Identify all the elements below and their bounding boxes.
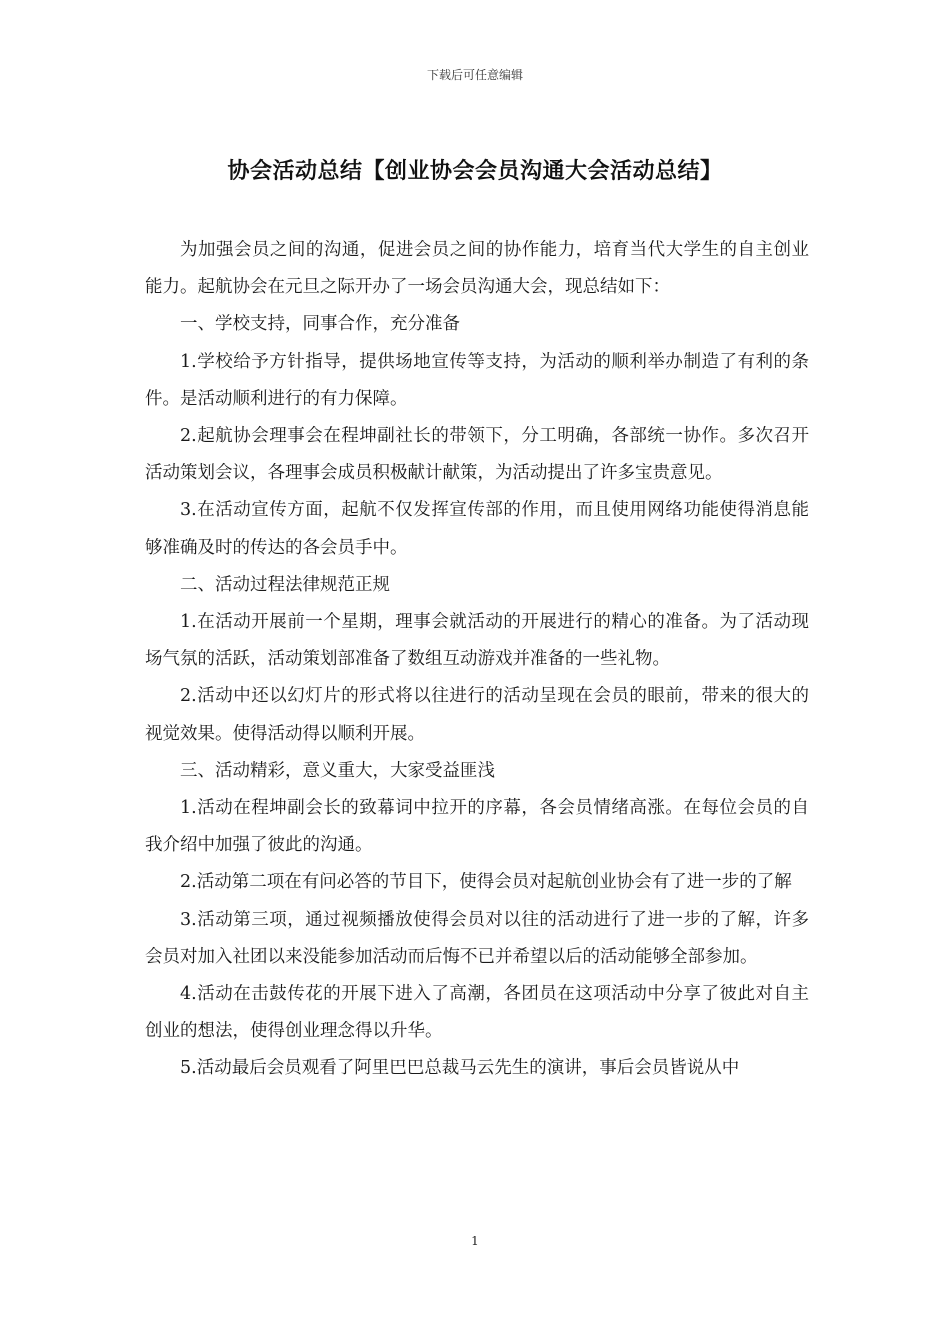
paragraph: 2.活动中还以幻灯片的形式将以往进行的活动呈现在会员的眼前，带来的很大的视觉效果。使得活动得以顺利开展。 — [145, 686, 809, 744]
paragraph: 3.活动第三项，通过视频播放使得会员对以往的活动进行了进一步的了解，许多会员对加入社团以来没能参加活动而后悔不已并希望以后的活动能够全部参加。 — [145, 909, 809, 967]
paragraph: 1.在活动开展前一个星期，理事会就活动的开展进行的精心的准备。为了活动现场气氛的活跃，活动策划部准备了数组互动游戏并准备的一些礼物。 — [145, 612, 809, 670]
paragraph-intro: 为加强会员之间的沟通，促进会员之间的协作能力，培育当代大学生的自主创业能力。起航协会在元旦之际开办了一场会员沟通大会，现总结如下： — [145, 240, 809, 298]
document-title: 协会活动总结【创业协会会员沟通大会活动总结】 — [227, 159, 723, 184]
paragraph: 2.活动第二项在有问必答的节目下，使得会员对起航创业协会有了进一步的了解 — [180, 872, 792, 893]
paragraph: 4.活动在击鼓传花的开展下进入了高潮，各团员在这项活动中分享了彼此对自主创业的想法，使得创业理念得以升华。 — [145, 984, 809, 1042]
paragraph: 5.活动最后会员观看了阿里巴巴总裁马云先生的演讲，事后会员皆说从中 — [180, 1058, 740, 1079]
paragraph: 3.在活动宣传方面，起航不仅发挥宣传部的作用，而且使用网络功能使得消息能够准确及时的传达的各会员手中。 — [145, 500, 809, 558]
paragraph: 1.学校给予方针指导，提供场地宣传等支持，为活动的顺利举办制造了有利的条件。是活动顺利进行的有力保障。 — [145, 351, 809, 409]
document-body — [145, 232, 809, 1088]
paragraph: 1.活动在程坤副会长的致幕词中拉开的序幕，各会员情绪高涨。在每位会员的自我介绍中加强了彼此的沟通。 — [145, 798, 809, 856]
paragraph: 2.起航协会理事会在程坤副社长的带领下，分工明确，各部统一协作。多次召开活动策划会议，各理事会成员积极献计献策，为活动提出了许多宝贵意见。 — [145, 426, 809, 484]
section-heading-1: 一、学校支持，同事合作，充分准备 — [180, 314, 460, 335]
section-heading-3: 三、活动精彩，意义重大，大家受益匪浅 — [180, 760, 495, 781]
page-number: 1 — [471, 1234, 479, 1248]
header-note: 下载后可任意编辑 — [426, 68, 523, 82]
section-heading-2: 二、活动过程法律规范正规 — [180, 574, 390, 595]
